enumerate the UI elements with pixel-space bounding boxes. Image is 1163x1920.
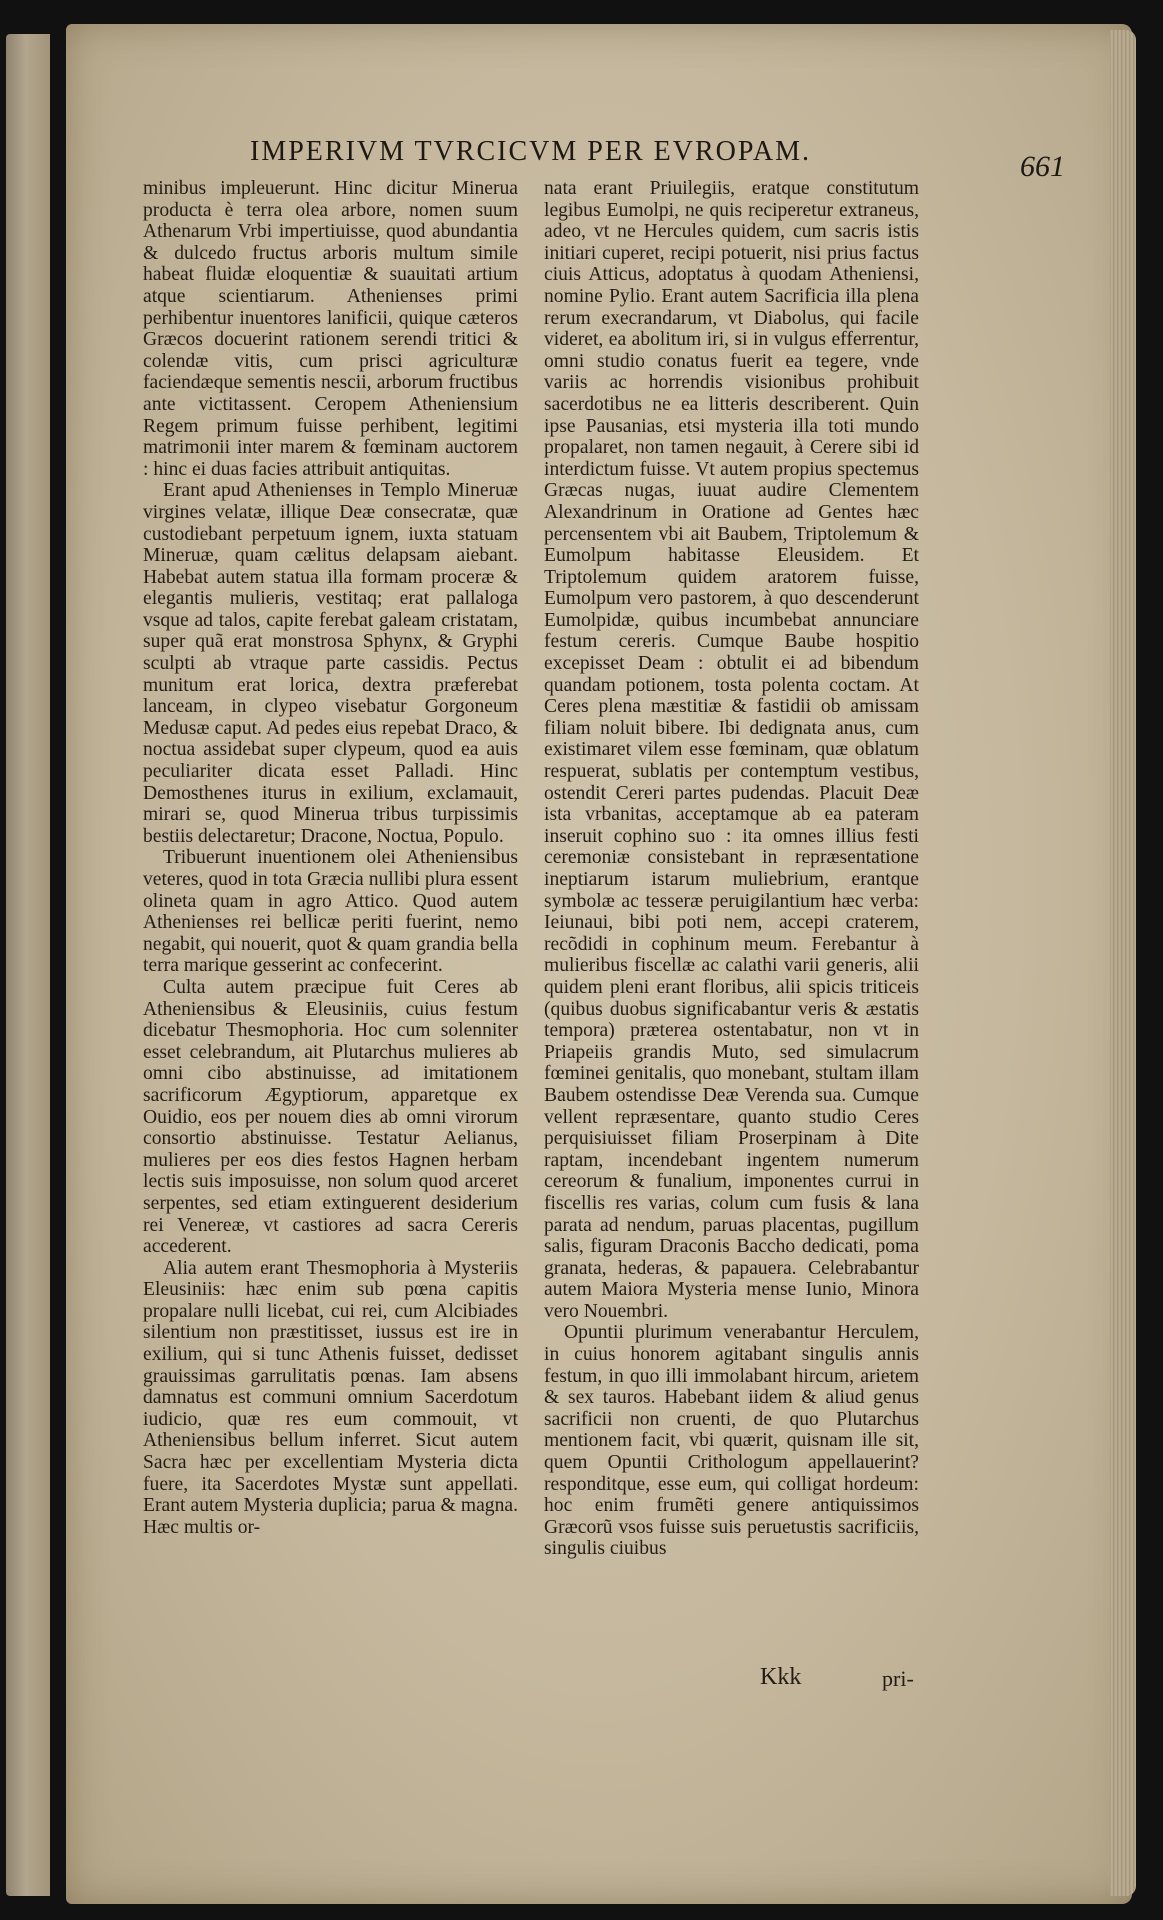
left-text-column	[143, 178, 518, 1538]
page-stack-edge	[1110, 30, 1136, 1896]
right-paragraph-2: Opuntii plurimum venerabantur Herculem, in cuius honorem agitabant singulis annis festum, in quo illi immolabant hircum, arietem & sex tauros. Habebant iidem & aliud genus sacrificii non cruenti, de quo Plutarchus mentionem facit, vbi quærit, quisnam ille sit, quem Opuntii Crithologum appellauerint? responditque, esse eum, qui colligat hordeum: hoc enim frumẽti genere antiquissimos Græcorũ vsos fuisse suis peruetustis sacrificiis, singulis ciuibus	[544, 1322, 919, 1560]
signature-mark: Kkk	[760, 1664, 802, 1690]
adjacent-page-edge	[6, 34, 50, 1896]
left-paragraph-3: Tribuerunt inuentionem olei Atheniensibus veteres, quod in tota Græcia nullibi plura essent olineta quam in agro Attico. Quod autem Athenienses rei bellicæ periti fuerint, nemo negabit, qui nouerit, quot & quam grandia bella terra marique gesserint ac confecerint.	[143, 847, 518, 977]
left-paragraph-5: Alia autem erant Thesmophoria à Mysteriis Eleusiniis: hæc enim sub pœna capitis propalare nulli licebat, cui rei, cum Alcibiades silentium non præstitisset, iussus est ire in exilium, qui si tunc Athenis fuisset, dedisset grauissimas garrulitatis pœnas. Iam absens damnatus est communi omnium Sacerdotum iudicio, quæ res eum commouit, vt Atheniensibus bellum inferret. Sicut autem Sacra hæc per excellentiam Mysteria dicta fuere, ita Sacerdotes Mystæ sunt appellati. Erant autem Mysteria duplicia; parua & magna. Hæc multis or-	[143, 1257, 518, 1538]
right-text-column	[544, 178, 919, 1560]
running-title: IMPERIVM TVRCICVM PER EVROPAM.	[250, 136, 811, 167]
catchword: pri-	[882, 1666, 914, 1691]
left-paragraph-1: minibus impleuerunt. Hinc dicitur Minerua producta è terra olea arbore, nomen suum Athenarum Vrbi impertiuisse, quod abundantia & dulcedo fructus arboris multum simile habeat fluidæ eloquentiæ & suauitati artium atque scientiarum. Athenienses primi perhibentur inuentores lanificii, quique cæteros Græcos docuerint rationem serendi tritici & colendæ vitis, cum prisci agriculturæ faciendæque sementis nescii, arborum fructibus ante victitassent. Ceropem Atheniensium Regem primum fuisse perhibent, legitimi matrimonii inter marem & fœminam auctorem : hinc ei duas facies attribuit antiquitas.	[143, 178, 518, 480]
left-paragraph-2: Erant apud Athenienses in Templo Mineruæ virgines velatæ, illique Deæ consecratæ, quæ custodiebant perpetuum ignem, iuxta statuam Mineruæ, quam cælitus delapsam aiebant. Habebat autem statua illa formam proceræ & elegantis mulieris, vestitaq; erat pallaloga vsque ad talos, capite ferebat galeam cristatam, super quã erat monstrosa Sphynx, & Gryphi sculpti ab vtraque parte cassidis. Pectus munitum erat lorica, dextra præferebat lanceam, in clypeo visebatur Gorgoneum Medusæ caput. Ad pedes eius repebat Draco, & noctua assidebat super clypeum, quod ea auis peculiariter dicata esset Palladi. Hinc Demosthenes iturus in exilium, exclamauit, mirari se, quod Minerua tribus turpissimis bestiis delectaretur; Dracone, Noctua, Populo.	[143, 480, 518, 847]
left-paragraph-4: Culta autem præcipue fuit Ceres ab Atheniensibus & Eleusiniis, cuius festum dicebatur Thesmophoria. Hoc cum solenniter esset celebrandum, ait Plutarchus mulieres ab omni cibo abstinuisse, ad imitationem sacrificorum Ægyptiorum, apparetque ex Ouidio, eos per nouem dies ab omni virorum consortio abstinuisse. Testatur Aelianus, mulieres per eos dies festos Hagnen herbam lectis suis imposuisse, non solum quod arceret serpentes, sed etiam extinguerent desiderium rei Venereæ, vt castiores ad sacra Cereris accederent.	[143, 976, 518, 1258]
right-paragraph-1: nata erant Priuilegiis, eratque constitutum legibus Eumolpi, ne quis reciperetur extraneus, adeo, vt ne Hercules quidem, cum sacris istis initiari cuperet, recipi potuerit, nisi prius factus ciuis Atticus, adoptatus à quodam Atheniensi, nomine Pylio. Erant autem Sacrificia illa plena rerum execrandarum, vt Diabolus, qui facile videret, ea abolitum iri, si in vulgus efferrentur, omni studio conatus fuerit ea tegere, vnde variis ac horrendis visionibus prohibuit sacerdotibus ne ea litteris describerent. Quin ipse Pausanias, etsi mysteria illa toti mundo propalaret, non tamen negauit, à Cerere sibi id interdictum fuisse. Vt autem propius spectemus Græcas nugas, iuuat audire Clementem Alexandrinum in Oratione ad Gentes hæc percensentem vbi ait Baubem, Triptolemum & Eumolpum habitasse Eleusidem. Et Triptolemum quidem aratorem fuisse, Eumolpum vero pastorem, à quo descenderunt Eumolpidæ, quibus incumbebat annunciare festum cereris. Cumque Baube hospitio excepisset Deam : obtulit ei ad bibendum quandam potionem, tosta polenta coctam. At Ceres plena mæstitiæ & fastidii ob amissam filiam noluit bibere. Ibi dedignata anus, cum existimaret vilem esse fœminam, quæ oblatum respuerat, sublatis per contemptum vestibus, ostendit Cereri partes pudendas. Placuit Deæ ista vrbanitas, acceptamque ab ea pateram inseruit cophino suo : ita omnes illius festi ceremoniæ consistebant in repræsentatione ineptiarum istarum muliebrium, erantque symbolæ ac tesseræ peruigilantium hæc verba: Ieiunaui, bibi poti nem, accepi craterem, recõdidi in cophinum meum. Ferebantur à mulieribus fiscellæ ac calathi varii generis, alii quidem pleni erant floribus, alii spicis triticeis (quibus duobus significabantur veris & æstatis tempora) præterea ostentabatur, non vt in Priapeiis grandis Muto, sed simulacrum fœminei genitalis, quo monebant, stultam illam Baubem ostendisse Deæ Verenda sua. Cumque vellent repræsentare, quanto studio Ceres perquisiuisset filiam Proserpinam à Dite raptam, incendebant ingentem numerum cereorum & funalium, imponentes currui in fiscellis res varias, colum cum fusis & lana parata ad nendum, paruas placentas, pugillum salis, figuram Draconis Baccho dedicati, poma granata, hederas, & papauera. Celebrabantur autem Maiora Mysteria mense Iunio, Minora vero Nouembri.	[544, 178, 919, 1322]
page-number: 661	[1020, 150, 1065, 183]
